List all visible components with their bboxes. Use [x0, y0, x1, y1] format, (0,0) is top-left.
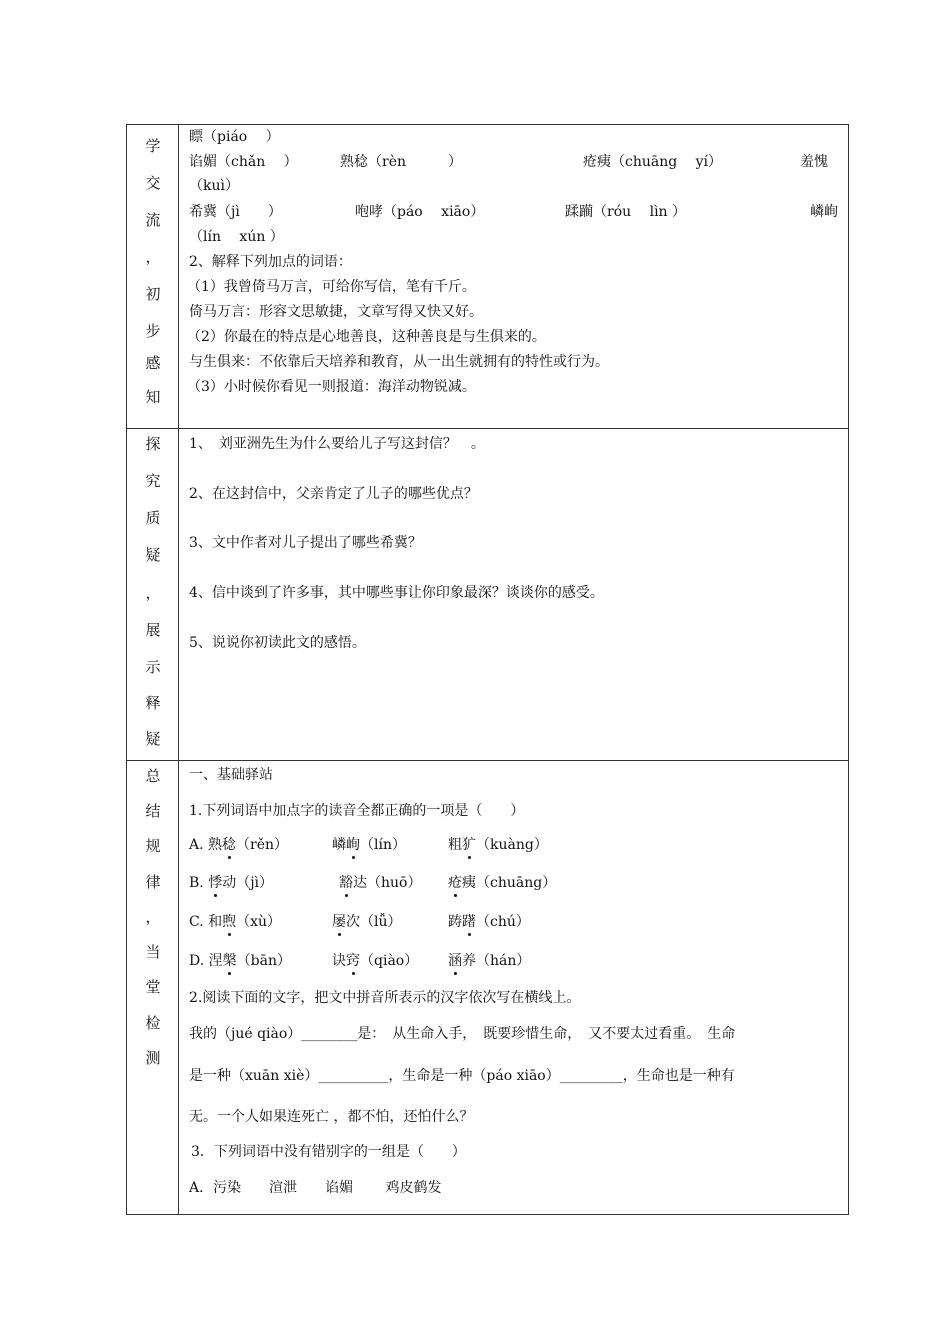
side-char: 结	[145, 802, 161, 820]
pinyin-item: 咆哮（páo xiāo）	[355, 204, 485, 220]
option-a-word2: 嶙峋（lín）	[332, 837, 406, 853]
section-summary-test	[127, 760, 848, 1214]
pinyin-item: 熟稔（rèn ）	[340, 154, 462, 170]
side-char: 究	[145, 472, 161, 490]
option-c-word2: 屡次（lǚ）	[332, 914, 402, 930]
side-char: 步	[145, 322, 161, 340]
question-line: 1.下列词语中加点字的读音全都正确的一项是（ ）	[189, 803, 525, 819]
question-line: 2.阅读下面的文字，把文中拼音所表示的汉字依次写在横线上。	[189, 990, 581, 1006]
section-label-column	[127, 125, 179, 428]
answer-line: 倚马万言：形容文思敏捷，文章写得又快又好。	[189, 304, 483, 320]
section-label-column	[127, 761, 179, 1214]
side-char: 知	[145, 388, 161, 406]
side-char: 学	[145, 137, 161, 155]
section-content	[180, 429, 848, 760]
side-char: 示	[145, 658, 161, 676]
option-d-word2: 诀窍（qiào）	[332, 953, 419, 969]
side-char: 律	[145, 873, 161, 891]
question-line: 4、信中谈到了许多事，其中哪些事让你印象最深？谈谈你的感受。	[189, 585, 604, 601]
section-content	[180, 761, 848, 1214]
option-b: B. 悸动（jì）	[189, 875, 274, 891]
option-a-word3: 粗犷（kuàng）	[448, 837, 548, 853]
option-c: C. 和煦（xù）	[189, 914, 282, 930]
question-line: 2、在这封信中，父亲肯定了儿子的哪些优点？	[189, 486, 478, 502]
side-char: 流	[145, 211, 161, 229]
pinyin-item: 嶙峋	[810, 204, 838, 220]
option-b-word2: 豁达（huō）	[339, 875, 422, 891]
side-char: ，	[145, 908, 161, 926]
question-line: （1）我曾倚马万言，可给你写信，笔有千斤。	[187, 279, 476, 295]
question-line: 1、 刘亚洲先生为什么要给儿子写这封信？ 。	[189, 436, 485, 452]
side-char: 疑	[145, 546, 161, 564]
side-char: 当	[145, 943, 161, 961]
question-line: 3．下列词语中没有错别字的一组是（ ）	[191, 1144, 466, 1160]
passage-line: 无。一个人如果连死亡 ，都不怕，还怕什么？	[189, 1109, 474, 1125]
side-char: 释	[145, 694, 161, 712]
pinyin-item: 疮痍（chuāng yí）	[583, 154, 723, 170]
pinyin-item: （lín xún ）	[189, 229, 284, 245]
pinyin-item: （kuì）	[189, 178, 239, 194]
pinyin-item: 羞愧	[800, 154, 828, 170]
side-char: ，	[145, 584, 161, 602]
option-a: A．污染 渲泄 谄媚 鸡皮鹤发	[189, 1180, 442, 1196]
answer-line: 与生俱来：不依靠后天培养和教育，从一出生就拥有的特性或行为。	[189, 354, 609, 370]
section-reading-exchange	[127, 125, 848, 428]
side-char: 总	[145, 767, 161, 785]
question-heading: 2、解释下列加点的词语：	[189, 254, 352, 270]
side-char: 感	[145, 354, 161, 372]
side-char: 检	[145, 1014, 161, 1032]
pinyin-item: 瞟（piáo ）	[189, 129, 280, 145]
option-d: D. 涅槃（bān）	[189, 953, 291, 969]
question-line: （3）小时候你看见一则报道：海洋动物锐减。	[187, 379, 476, 395]
side-char: 堂	[145, 978, 161, 996]
section-inquiry	[127, 428, 848, 760]
option-c-word3: 踌躇（chú）	[448, 914, 530, 930]
side-char: 探	[145, 435, 161, 453]
section-heading: 一、基础驿站	[189, 767, 273, 783]
passage-line: 是一种（xuān xiè）__________，生命是一种（páo xiāo）_________，生命也是一种有	[189, 1068, 735, 1084]
section-content	[180, 125, 848, 428]
side-char: ，	[145, 248, 161, 266]
pinyin-item: 蹂躏（róu lìn ）	[565, 204, 687, 220]
question-line: 3、文中作者对儿子提出了哪些希冀？	[189, 535, 422, 551]
question-line: 5、说说你初读此文的感悟。	[189, 635, 366, 651]
pinyin-item: 谄媚（chǎn ）	[189, 154, 298, 170]
pinyin-item: 希冀（jì ）	[189, 204, 282, 220]
side-char: 测	[145, 1049, 161, 1067]
side-char: 展	[145, 621, 161, 639]
question-line: （2）你最在的特点是心地善良，这种善良是与生俱来的。	[187, 329, 546, 345]
side-char: 疑	[145, 730, 161, 748]
option-b-word3: 疮痍（chuāng）	[448, 875, 557, 891]
side-char: 交	[145, 174, 161, 192]
option-d-word3: 涵养（hán）	[448, 953, 531, 969]
side-char: 质	[145, 509, 161, 527]
side-char: 规	[145, 837, 161, 855]
worksheet-table	[126, 124, 849, 1215]
section-label-column	[127, 429, 179, 760]
passage-line: 我的（jué qiào）________是： 从生命入手， 既要珍惜生命， 又不要太过看重。 生命	[189, 1026, 736, 1042]
option-a: A. 熟稔（rěn）	[189, 837, 289, 853]
side-char: 初	[145, 285, 161, 303]
